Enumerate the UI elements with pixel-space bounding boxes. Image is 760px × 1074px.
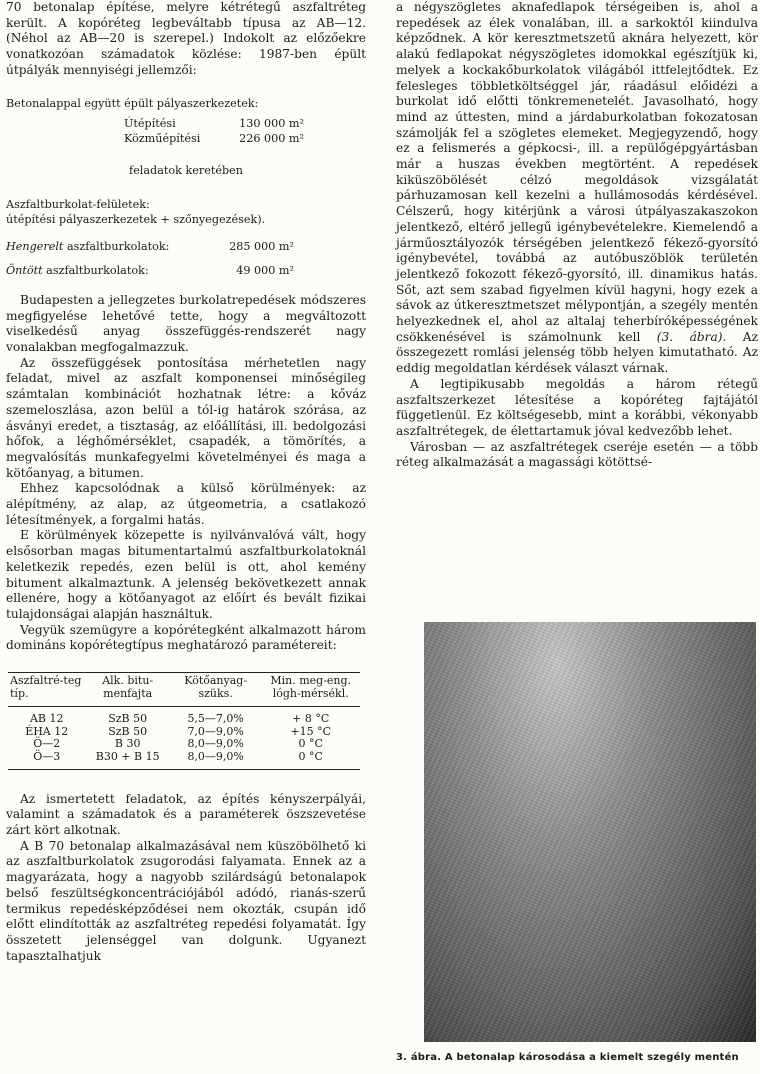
table-cell: + 8 °C xyxy=(292,712,330,726)
table-cell: 8,0—9,0% xyxy=(187,737,244,751)
pavement-damage-photo xyxy=(424,622,756,1042)
paragraph: Vegyük szemügyre a kopórétegként alkalmazott három domináns kopórétegtípus meghatározó paramétereit: xyxy=(6,622,366,653)
table-header-cell: Aszfaltré-teg típ. xyxy=(8,673,85,707)
table-cell: Ö—2 xyxy=(33,737,61,751)
table-cell: AB 12 xyxy=(29,712,64,726)
asphalt-heading: Aszfaltburkolat-felületek: xyxy=(6,198,150,212)
left-column xyxy=(6,0,366,964)
concrete-row-value: 226 000 m² xyxy=(239,131,304,145)
concrete-row-label: Útépítési xyxy=(124,117,176,131)
table-cell: +15 °C xyxy=(290,724,332,738)
table-cell: B30 + B 15 xyxy=(85,751,169,769)
right-column xyxy=(396,0,758,471)
paragraph: A legtipikusabb megoldás a három rétegű aszfaltszerkezet létesítése a kopóréteg fajtájától függetlenül. Ez költségesebb, mint a korábbi, vékonyabb aszfaltrétegek, de élettartamuk jóval kedvezőbb lehet. xyxy=(396,376,758,438)
asphalt-subheading: útépítési pályaszerkezetek + szőnyegezések). xyxy=(6,213,266,227)
tasks-line: feladatok keretében xyxy=(129,164,243,178)
table-cell: SzB 50 xyxy=(108,712,148,726)
table-cell: 8,0—9,0% xyxy=(170,751,262,769)
concrete-row xyxy=(124,132,304,147)
paragraph-text: Az összegezett romlási jelenség több helyen kimutatható. Az eddig megoldatlan kérdések választ várnak. xyxy=(396,329,759,376)
table-cell: Ö—3 xyxy=(8,751,85,769)
table-header-cell: Alk. bitu-menfajta xyxy=(85,673,169,707)
table-header-cell: Min. meg-eng. lógh-mérsékl. xyxy=(261,673,360,707)
asphalt-type: Hengerelt xyxy=(6,239,64,253)
parameters-table xyxy=(8,672,360,770)
asphalt-value: 285 000 m² xyxy=(229,239,294,253)
concrete-figures xyxy=(124,117,304,146)
table-cell: SzB 50 xyxy=(108,724,148,738)
paragraph: Budapesten a jellegzetes burkolatrepedések módszeres megfigyelése lehetővé tette, hogy a megváltozott viselkedésű anyag összefüggés-rendszerét nagy vonalakban megfogalmazzuk. xyxy=(6,292,366,355)
table-cell: 5,5—7,0% xyxy=(187,712,244,726)
table-row xyxy=(8,707,360,726)
table-cell: 0 °C xyxy=(261,751,360,769)
figure-caption: 3. ábra. A betonalap károsodása a kiemelt szegély mentén xyxy=(396,1052,739,1063)
asphalt-label: aszfaltburkolatok: xyxy=(63,239,170,253)
paragraph: A B 70 betonalap alkalmazásával nem küszöbölhető ki az aszfaltburkolatok zsugorodási falyamata. Ennek az a magyarázata, hogy a nagyobb szilárdságú betonalapok belső feszültségkoncentrációjából adódó, rianás-szerű termikus repedésképződései nem okozták, csupán idő előtt elindították az aszfaltréteg repedési folyamatát. Így összetett jelenséggel van dolgunk. Ugyanezt tapasztalhatjuk xyxy=(6,838,366,963)
table-cell: 0 °C xyxy=(298,737,323,751)
table-cell: B 30 xyxy=(114,737,141,751)
figure-reference: (3. ábra). xyxy=(656,329,727,344)
asphalt-row xyxy=(6,264,294,279)
table-header-cell: Kötőanyag-szüks. xyxy=(170,673,262,707)
paragraph: Városban — az aszfaltrétegek cseréje esetén — a több réteg alkalmazását a magassági kötöttsé- xyxy=(396,439,758,470)
asphalt-value: 49 000 m² xyxy=(236,264,294,278)
concrete-heading: Betonalappal együtt épült pályaszerkezetek: xyxy=(6,96,259,110)
concrete-row-value: 130 000 m² xyxy=(239,117,304,131)
asphalt-figures xyxy=(6,240,294,279)
asphalt-label: aszfaltburkolatok: xyxy=(42,264,149,278)
paragraph xyxy=(396,0,758,377)
paragraph: Ehhez kapcsolódnak a külső körülmények: az alépítmény, az alap, az útgeometria, a csatlakozó létesítmények, a forgalmi hatás. xyxy=(6,481,366,527)
table-cell: 7,0—9,0% xyxy=(187,724,244,738)
asphalt-row xyxy=(6,240,294,255)
paragraph: Az ismertetett feladatok, az építés kényszerpályái, valamint a számadatok és a paraméterek öszszevetése zárt kört alkotnak. xyxy=(6,791,366,838)
asphalt-type: Öntött xyxy=(6,264,43,278)
paragraph: E körülmények közepette is nyilvánvalóvá vált, hogy elsősorban magas bitumentartalmú aszfaltburkolatoknál keletkezik repedés, ezen belül is ott, ahol kemény bitument alkalmaztunk. A jelenség bekövetkezett annak ellenére, hogy a kötőanyagot az előírt és bevált fizikai tulajdonságai alapján használtuk. xyxy=(6,528,366,621)
paragraph: Az összefüggések pontosítása mérhetetlen nagy feladat, mivel az aszfalt komponensei minőségileg számtalan kombinációt hozhatnak létre: a kőváz szemeloszlása, azon belül a tól-ig határok szórása, az ásványi eredet, a tisztaság, az előállítási, ill. bedolgozási hőfok, a léghőmérséklet, csapadék, a tömörítés, a megvalósítás munkafegyelmi követelményei és maga a kötőanyag, a bitumen. xyxy=(6,355,366,480)
concrete-row xyxy=(124,117,304,132)
paragraph-text: a négyszögletes aknafedlapok térségeiben is, ahol a repedések az élek vonalában, ill. a sarkoktól kiindulva képződnek. A kör keresztmetszetű aknára helyezett, kör alakú fedlapokat négyszögletes idomokkal egészítjük ki, melyek a kockakőburkolatok világából ittfelejtődtek. Ez felesleges többletköltséggel jár, ráadásul előidézi a burkolat idő előtti tönkremenetelét. Javasolható, hogy mind az úttesten, mind a járdaburkolatban fokozatosan számolják fel a szögletes elemeket. Megjegyzendő, hogy ez a felismerés a gépkocsi-, ill. a repülőgépgyártásban már a huszas években megtörtént. A repedések kiküszöbölését célzó megoldások vizsgálatát párhuzamosan kell kezelni a hullámosodás kérdésével. Célszerű, hogy kitérjünk a városi útpályaszakaszokon jelentkező, eltérő jellegű igénybevételekre. Kiemelendő a járműosztályozók térségében jelentkező fékező-gyorsító igénybevétel, továbbá az autóbuszöblök területén jelentkező fokozott fékező-gyorsító, ill. dinamikus hatás. Sőt, azt sem szabad figyelmen kívül hagyni, hogy ezek a sávok az útkeresztmetszet mélypontján, a szegély mentén helyezkednek el, ahol az altalaj teherbíróképességének csökkenésével is számolnunk kell xyxy=(396,0,758,344)
table-cell: ÉHA 12 xyxy=(25,724,69,738)
table-row xyxy=(8,751,360,769)
concrete-row-label: Közműépítési xyxy=(124,131,201,145)
table-header-row xyxy=(8,673,360,707)
intro-paragraph: 70 betonalap építése, melyre kétrétegű aszfaltréteg került. A kopóréteg legbeváltabb típusa az AB—12. (Néhol az AB—20 is szerepel.) Indokolt az előzőekre vonatkozóan számadatok közlése: 1987-ben épült útpályák mennyiségi jellemzői: xyxy=(6,0,366,77)
